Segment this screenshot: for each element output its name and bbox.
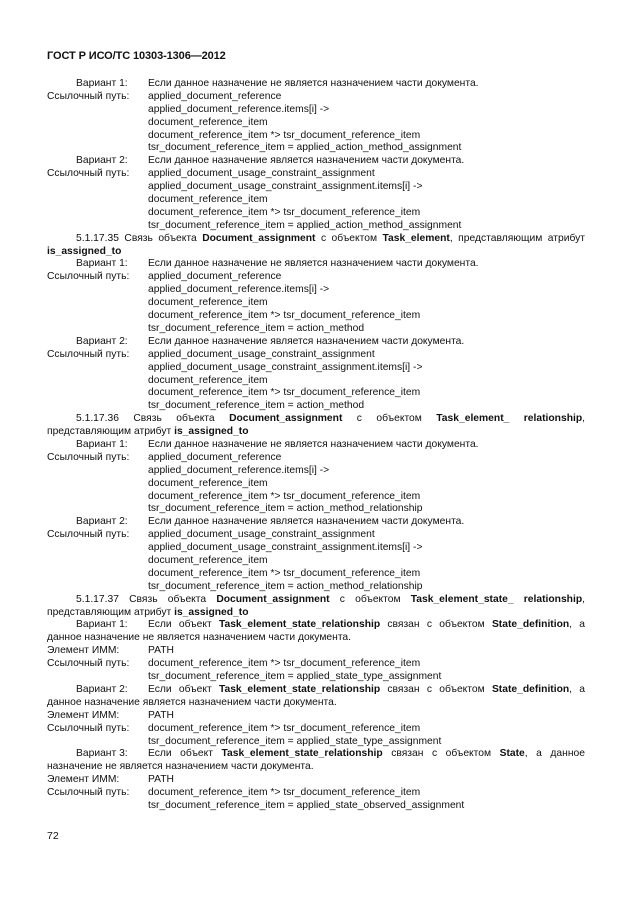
text-line (47, 503, 585, 516)
variant-label: Вариант 2: (76, 516, 128, 528)
line-value: PATH (148, 645, 174, 657)
text-line (47, 400, 585, 413)
text-run: 5.1.17.35 Связь объекта (76, 232, 203, 244)
line-value: applied_document_usage_constraint_assignment (148, 348, 375, 360)
text-run: связан с объектом (380, 619, 492, 631)
document-body (47, 78, 585, 813)
bold-term: is_assigned_to (47, 245, 122, 257)
text-line (47, 117, 585, 130)
line-value: Если данное назначение является назначением части документа. (148, 155, 465, 167)
text-line (47, 710, 585, 723)
page-header: ГОСТ Р ИСО/ТС 10303-1306—2012 (47, 50, 226, 62)
text-line (47, 581, 585, 594)
variant-label: Вариант 2: (76, 155, 128, 167)
line-value: tsr_document_reference_item = applied_state_observed_assignment (148, 799, 465, 811)
variant-label: Вариант 2: (76, 683, 128, 695)
text-line (47, 349, 585, 362)
line-value: document_reference_item *> tsr_document_reference_item (148, 722, 421, 734)
variant-label: Вариант 1: (76, 78, 128, 89)
text-line (47, 310, 585, 323)
text-line (47, 258, 585, 271)
line-value: document_reference_item *> tsr_document_reference_item (148, 787, 421, 799)
text-line (47, 774, 585, 787)
text-line (47, 723, 585, 736)
section-heading (47, 233, 585, 259)
line-value: document_reference_item (148, 194, 268, 206)
bold-term: Document_assignment (229, 413, 343, 425)
text-line (47, 362, 585, 375)
line-value: Если данное назначение является назначением части документа. (148, 335, 465, 347)
line-value: tsr_document_reference_item = applied_action_method_assignment (148, 142, 462, 154)
text-run: Если объект (148, 683, 219, 695)
line-value: applied_document_usage_constraint_assignment.items[i] -> (148, 361, 423, 373)
line-value: document_reference_item (148, 297, 268, 309)
page-number: 72 (47, 830, 59, 842)
text-line (47, 491, 585, 504)
text-run: связан с объектом (382, 748, 500, 760)
variant-paragraph (47, 684, 585, 710)
text-line (47, 194, 585, 207)
text-line (47, 323, 585, 336)
text-run: , а данное назначение не является назначением части документа. (47, 619, 585, 644)
text-line (47, 439, 585, 452)
variant-label: Вариант 1: (76, 258, 128, 270)
text-run: Если объект (148, 748, 222, 760)
section-heading (47, 413, 585, 439)
line-value: tsr_document_reference_item = applied_state_type_assignment (148, 735, 442, 747)
line-value: PATH (148, 709, 174, 721)
bold-term: Document_assignment (202, 232, 316, 244)
line-value: Если данное назначение не является назначением части документа. (148, 78, 479, 89)
line-value: applied_document_reference (148, 451, 282, 463)
bold-term: is_assigned_to (174, 426, 249, 438)
text-line (47, 658, 585, 671)
section-heading (47, 594, 585, 620)
text-run: связан с объектом (380, 683, 492, 695)
line-value: applied_document_reference.items[i] -> (148, 464, 330, 476)
line-value: applied_document_reference (148, 271, 282, 283)
text-run: с объектом (315, 232, 383, 244)
text-line (47, 336, 585, 349)
line-value: applied_document_usage_constraint_assignment (148, 529, 375, 541)
line-value: Если данное назначение не является назначением части документа. (148, 438, 479, 450)
bold-term: Task_element_state_relationship (218, 619, 381, 631)
path-label: Ссылочный путь: (47, 168, 130, 180)
line-value: Если данное назначение не является назначением части документа. (148, 258, 479, 270)
bold-term: Task_element (382, 232, 450, 244)
line-value: tsr_document_reference_item = action_method_relationship (148, 580, 423, 592)
line-value: tsr_document_reference_item = action_method (148, 400, 365, 412)
line-value: Если данное назначение является назначением части документа. (148, 516, 465, 528)
text-line (47, 671, 585, 684)
text-line (47, 387, 585, 400)
text-line (47, 645, 585, 658)
text-line (47, 529, 585, 542)
text-line (47, 478, 585, 491)
line-value: applied_document_reference.items[i] -> (148, 284, 330, 296)
variant-label: Вариант 1: (76, 619, 128, 631)
path-label: Ссылочный путь: (47, 348, 130, 360)
bold-term: is_assigned_to (174, 606, 249, 618)
line-value: document_reference_item (148, 477, 268, 489)
bold-term: Task_element_state_ relationship (410, 593, 583, 605)
variant-label: Вариант 1: (76, 438, 128, 450)
text-run: Если объект (148, 619, 219, 631)
line-value: document_reference_item *> tsr_document_reference_item (148, 567, 421, 579)
variant-paragraph (47, 619, 585, 645)
text-line (47, 787, 585, 800)
text-run: , представляющим атрибут (47, 593, 585, 618)
line-value: document_reference_item *> tsr_document_reference_item (148, 387, 421, 399)
variant-label: Вариант 2: (76, 335, 128, 347)
path-label: Ссылочный путь: (47, 529, 130, 541)
text-line (47, 375, 585, 388)
text-line (47, 736, 585, 749)
line-value: document_reference_item *> tsr_document_reference_item (148, 129, 421, 141)
variant-label: Вариант 3: (76, 748, 128, 760)
text-run: 5.1.17.37 Связь объекта (76, 593, 217, 605)
text-line (47, 542, 585, 555)
path-label: Ссылочный путь: (47, 271, 130, 283)
text-line (47, 181, 585, 194)
line-value: applied_document_usage_constraint_assignment (148, 168, 375, 180)
bold-term: Task_element_ relationship (436, 413, 583, 425)
text-run: с объектом (342, 413, 437, 425)
line-value: document_reference_item *> tsr_document_reference_item (148, 490, 421, 502)
line-value: applied_document_usage_constraint_assignment.items[i] -> (148, 542, 423, 554)
line-value: PATH (148, 774, 174, 786)
bold-term: Task_element_state_relationship (218, 683, 381, 695)
line-value: applied_document_reference (148, 90, 282, 102)
path-label: Ссылочный путь: (47, 787, 130, 799)
text-run: , представляющим атрибут (449, 232, 586, 244)
text-line (47, 568, 585, 581)
text-line (47, 465, 585, 478)
path-label: Ссылочный путь: (47, 722, 130, 734)
bold-term: Document_assignment (216, 593, 330, 605)
text-line (47, 207, 585, 220)
path-label: Ссылочный путь: (47, 90, 130, 102)
element-label: Элемент ИММ: (47, 645, 120, 657)
text-line (47, 516, 585, 529)
line-value: document_reference_item *> tsr_document_reference_item (148, 206, 421, 218)
element-label: Элемент ИММ: (47, 709, 120, 721)
line-value: tsr_document_reference_item = action_method (148, 322, 365, 334)
text-line (47, 271, 585, 284)
line-value: applied_document_usage_constraint_assignment.items[i] -> (148, 181, 423, 193)
text-line (47, 91, 585, 104)
line-value: document_reference_item (148, 374, 268, 386)
text-run: с объектом (329, 593, 411, 605)
bold-term: Task_element_state_relationship (221, 748, 383, 760)
variant-paragraph (47, 748, 585, 774)
bold-term: State (499, 748, 525, 760)
line-value: tsr_document_reference_item = applied_state_type_assignment (148, 671, 442, 683)
element-label: Элемент ИММ: (47, 774, 120, 786)
line-value: applied_document_reference.items[i] -> (148, 103, 330, 115)
line-value: tsr_document_reference_item = applied_action_method_assignment (148, 219, 462, 231)
line-value: document_reference_item *> tsr_document_reference_item (148, 658, 421, 670)
text-run: , представляющим атрибут (47, 413, 586, 438)
text-line (47, 452, 585, 465)
text-run: , а данное назначение является назначением части документа. (47, 683, 585, 708)
line-value: document_reference_item (148, 116, 268, 128)
line-value: document_reference_item (148, 554, 268, 566)
path-label: Ссылочный путь: (47, 658, 130, 670)
line-value: tsr_document_reference_item = action_method_relationship (148, 503, 423, 515)
text-line (47, 220, 585, 233)
path-label: Ссылочный путь: (47, 451, 130, 463)
bold-term: State_definition (491, 619, 570, 631)
text-run: , а данное назначение не является назначением части документа. (47, 748, 585, 773)
line-value: document_reference_item *> tsr_document_reference_item (148, 310, 421, 322)
text-line (47, 104, 585, 117)
text-line (47, 130, 585, 143)
text-line (47, 78, 585, 91)
text-line (47, 284, 585, 297)
text-line (47, 168, 585, 181)
text-line (47, 555, 585, 568)
text-line (47, 800, 585, 813)
bold-term: State_definition (491, 683, 570, 695)
text-line (47, 155, 585, 168)
text-line (47, 142, 585, 155)
text-run: 5.1.17.36 Связь объекта (76, 413, 230, 425)
text-line (47, 297, 585, 310)
